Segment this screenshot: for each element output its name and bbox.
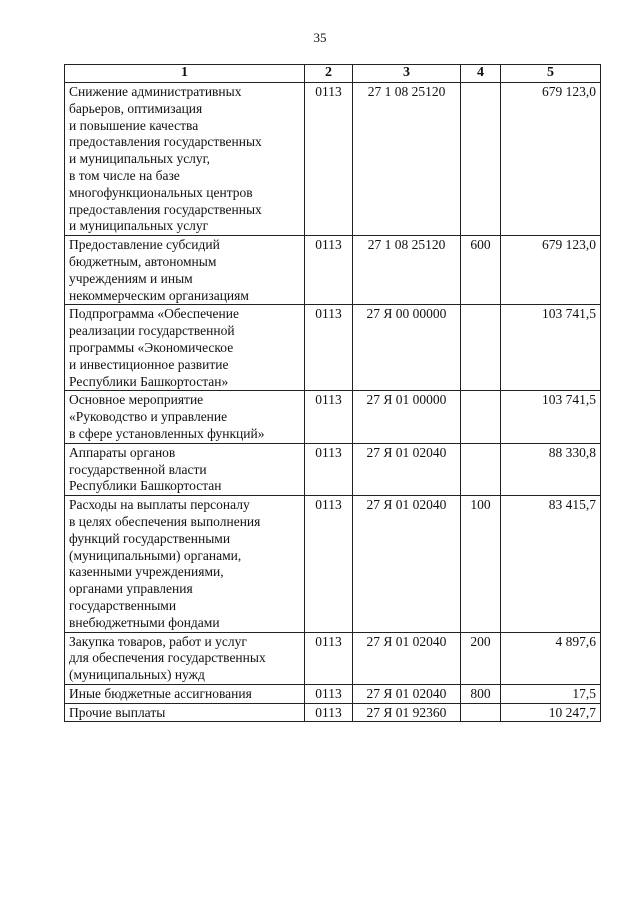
- column-header: 3: [353, 65, 461, 83]
- table-row: [65, 632, 601, 684]
- target-article: 27 Я 00 00000: [353, 305, 461, 391]
- expense-type: [461, 305, 501, 391]
- target-article: 27 Я 01 02040: [353, 443, 461, 495]
- section-code: 0113: [305, 391, 353, 443]
- amount: 679 123,0: [501, 83, 601, 236]
- expense-type: 100: [461, 496, 501, 632]
- item-name: Прочие выплаты: [65, 703, 305, 722]
- table-row: [65, 236, 601, 305]
- section-code: 0113: [305, 83, 353, 236]
- target-article: 27 Я 01 02040: [353, 684, 461, 703]
- amount: 4 897,6: [501, 632, 601, 684]
- section-code: 0113: [305, 443, 353, 495]
- section-code: 0113: [305, 703, 353, 722]
- budget-table: [64, 64, 601, 722]
- section-code: 0113: [305, 684, 353, 703]
- expense-type: 800: [461, 684, 501, 703]
- target-article: 27 1 08 25120: [353, 83, 461, 236]
- column-header: 4: [461, 65, 501, 83]
- table-row: [65, 305, 601, 391]
- amount: 83 415,7: [501, 496, 601, 632]
- amount: 88 330,8: [501, 443, 601, 495]
- column-header: 5: [501, 65, 601, 83]
- header-row: [65, 65, 601, 83]
- item-name: Закупка товаров, работ и услуг для обеспечения государственных (муниципальных) нужд: [65, 632, 305, 684]
- column-header: 2: [305, 65, 353, 83]
- table-row: [65, 391, 601, 443]
- section-code: 0113: [305, 236, 353, 305]
- item-name: Снижение административных барьеров, оптимизация и повышение качества предоставления государственных и муниципальных услуг, в том числе на базе многофункциональных центров предоставления государственных и муниципальных услуг: [65, 83, 305, 236]
- expense-type: [461, 443, 501, 495]
- section-code: 0113: [305, 632, 353, 684]
- target-article: 27 1 08 25120: [353, 236, 461, 305]
- item-name: Основное мероприятие «Руководство и управление в сфере установленных функций»: [65, 391, 305, 443]
- target-article: 27 Я 01 02040: [353, 496, 461, 632]
- expense-type: [461, 703, 501, 722]
- table-row: [65, 703, 601, 722]
- expense-type: 200: [461, 632, 501, 684]
- amount: 679 123,0: [501, 236, 601, 305]
- item-name: Иные бюджетные ассигнования: [65, 684, 305, 703]
- page-number: 35: [313, 30, 327, 45]
- expense-type: 600: [461, 236, 501, 305]
- amount: 103 741,5: [501, 391, 601, 443]
- amount: 103 741,5: [501, 305, 601, 391]
- table-row: [65, 684, 601, 703]
- amount: 17,5: [501, 684, 601, 703]
- table-row: [65, 83, 601, 236]
- section-code: 0113: [305, 496, 353, 632]
- item-name: Аппараты органов государственной власти Республики Башкортостан: [65, 443, 305, 495]
- item-name: Расходы на выплаты персоналу в целях обеспечения выполнения функций государственными (муниципальными) органами, казенными учреждениями, органами управления государственными внебюджетными фондами: [65, 496, 305, 632]
- item-name: Предоставление субсидий бюджетным, автономным учреждениям и иным некоммерческим организациям: [65, 236, 305, 305]
- target-article: 27 Я 01 00000: [353, 391, 461, 443]
- expense-type: [461, 83, 501, 236]
- table-row: [65, 443, 601, 495]
- target-article: 27 Я 01 02040: [353, 632, 461, 684]
- target-article: 27 Я 01 92360: [353, 703, 461, 722]
- table-row: [65, 496, 601, 632]
- section-code: 0113: [305, 305, 353, 391]
- amount: 10 247,7: [501, 703, 601, 722]
- expense-type: [461, 391, 501, 443]
- column-header: 1: [65, 65, 305, 83]
- item-name: Подпрограмма «Обеспечение реализации государственной программы «Экономическое и инвестиционное развитие Республики Башкортостан»: [65, 305, 305, 391]
